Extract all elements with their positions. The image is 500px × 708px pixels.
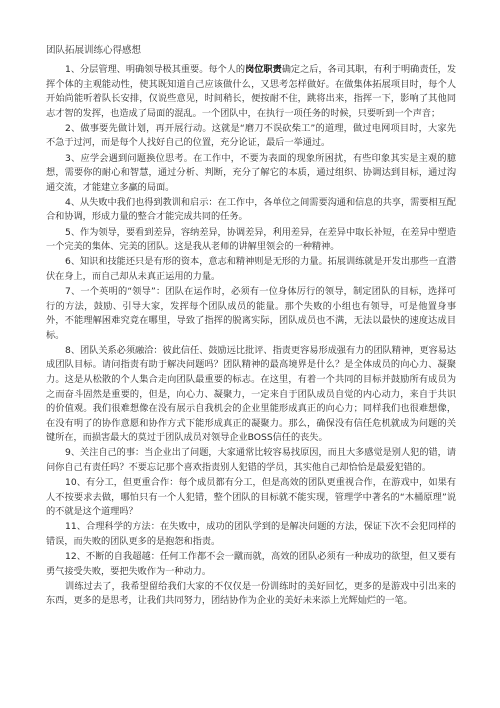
paragraph-text: 10、有分工，但更重合作：每个成员都有分工，但是高效的团队更重视合作，在游戏中，如果有人不按要求去做，哪怕只有一个人犯错，整个团队的目标就不能实现，管理学中著名的“木桶原理”说的不就是这个道理吗？ xyxy=(46,477,456,518)
paragraph-text: 6、知识和技能还只是有形的资本，意志和精神则是无形的力量。拓展训练就是开发出那些一直潜伏在身上，而自己却从未真正运用的力量。 xyxy=(46,256,456,282)
paragraph-p12 xyxy=(46,550,456,579)
paragraph-text: 9、关注自己的事：当企业出了问题，大家通常比较容易找原因，而且大多感觉是别人犯的错，请问你自己有责任吗？不要忘记那个喜欢指责别人犯错的学员，其实他自己却恰恰是最爱犯错的。 xyxy=(46,447,456,474)
paragraph-p7 xyxy=(46,285,456,343)
document-title: 团队拓展训练心得感想 xyxy=(46,45,142,56)
paragraph-text: 11、合理科学的方法：在失败中，成功的团队学到的是解决问题的方法，保证下次不会犯同样的错误，而失败的团队更多的是抱怨和指责。 xyxy=(46,521,456,547)
paragraph-p13 xyxy=(46,580,456,609)
highlighted-text: 岗位职责 xyxy=(245,64,282,75)
paragraph-text: 训练过去了，我希望留给我们大家的不仅仅是一份训练时的美好回忆，更多的是游戏中引出来的东西，更多的是思考，让我们共同努力，团结协作为企业的美好未来添上光辉灿烂的一笔。 xyxy=(46,580,456,607)
paragraph-text: 确定之后，各司其职，有利于明确责任，发挥个体的主观能动性，使其既知道自己应该做什么，又思考怎样做好。在做集体拓展项目时，每个人开始尚能听着队长安排，仅说些意见，时间稍长，便按耐不住，跳将出来，指挥一下，影响了其他同志才智的发挥，也造成了局面的混乱。一个团队中，在执行一项任务的时候，只要听到一个声音； xyxy=(46,64,457,119)
paragraph-p11 xyxy=(46,520,456,549)
paragraph-text: 12、不断的自我超越：任何工作都不会一蹴而就，高效的团队必须有一种成功的欲望，但又要有勇气接受失败，要把失败作为一种动力。 xyxy=(46,551,456,577)
paragraph-text: 3、应学会遇到问题换位思考。在工作中，不要为表面的现象所困扰，有些印象其实是主观的臆想，需要你的耐心和智慧，通过分析、判断，充分了解它的本质，通过组织、协调达到目标，通过沟通交流，才能建立多赢的局面。 xyxy=(46,152,456,193)
paragraph-p3 xyxy=(46,152,456,196)
paragraph-p2 xyxy=(46,122,456,151)
document-body xyxy=(46,63,456,609)
paragraph-p9 xyxy=(46,446,456,475)
paragraph-text: 2、做事要先做计划，再开展行动。这就是“磨刀不误砍柴工”的道理，做过电网项目时，大家先不急于过河，而是每个人找好自己的位置，充分论证，最后一举通过。 xyxy=(46,122,456,149)
paragraph-text: 4、从失败中我们也得到教训和启示：在工作中，各单位之间需要沟通和信息的共享，需要相互配合和协调，形成力量的整合才能完成共同的任务。 xyxy=(46,196,456,223)
paragraph-p10 xyxy=(46,476,456,520)
paragraph-p5 xyxy=(46,226,456,255)
paragraph-text: 7、一个英明的“领导”：团队在运作时，必须有一位身体厉行的领导，制定团队的目标，选择可行的方法，鼓励、引导大家，发挥每个团队成员的能量。那个失败的小组也有领导，可是他置身事外，不能理解困难究竟在哪里，导致了指挥的脱离实际，团队成员也不满，无法以最快的速度达成目标。 xyxy=(46,285,456,341)
paragraph-p6 xyxy=(46,255,456,284)
paragraph-p8 xyxy=(46,344,456,446)
paragraph-text: 1、分层管理、明确领导极其重要。每个人的 xyxy=(65,64,246,75)
paragraph-text: 5、作为领导，要看到差异，容纳差异，协调差异，利用差异，在差异中取长补短，在差异中塑造一个完美的集体、完美的团队。这是我从老师的讲解里领会的一种精神。 xyxy=(46,226,456,253)
paragraph-text: 8、团队关系必须融洽：彼此信任、鼓励远比批评、指责更容易形成强有力的团队精神，更容易达成团队目标。请问指责有助于解决问题吗？团队精神的最高境界是什么？是全体成员的向心力、凝聚力。这是从松散的个人集合走向团队最重要的标志。在这里，有着一个共同的目标并鼓励所有成员为之而奋斗固然是重要的，但是，向心力、凝聚力，一定来自于团队成员自觉的内心动力，来自于共识的价值观。我们很难想像在没有展示自我机会的企业里能形成真正的向心力；同样我们也很难想像，在没有明了的协作意愿和协作方式下能形成真正的凝聚力。那么，确保没有信任危机就成为问题的关键所在，而损害最大的莫过于团队成员对领导企业BOSS信任的丧失。 xyxy=(46,344,456,444)
paragraph-p4 xyxy=(46,196,456,225)
paragraph-p1 xyxy=(46,63,456,121)
